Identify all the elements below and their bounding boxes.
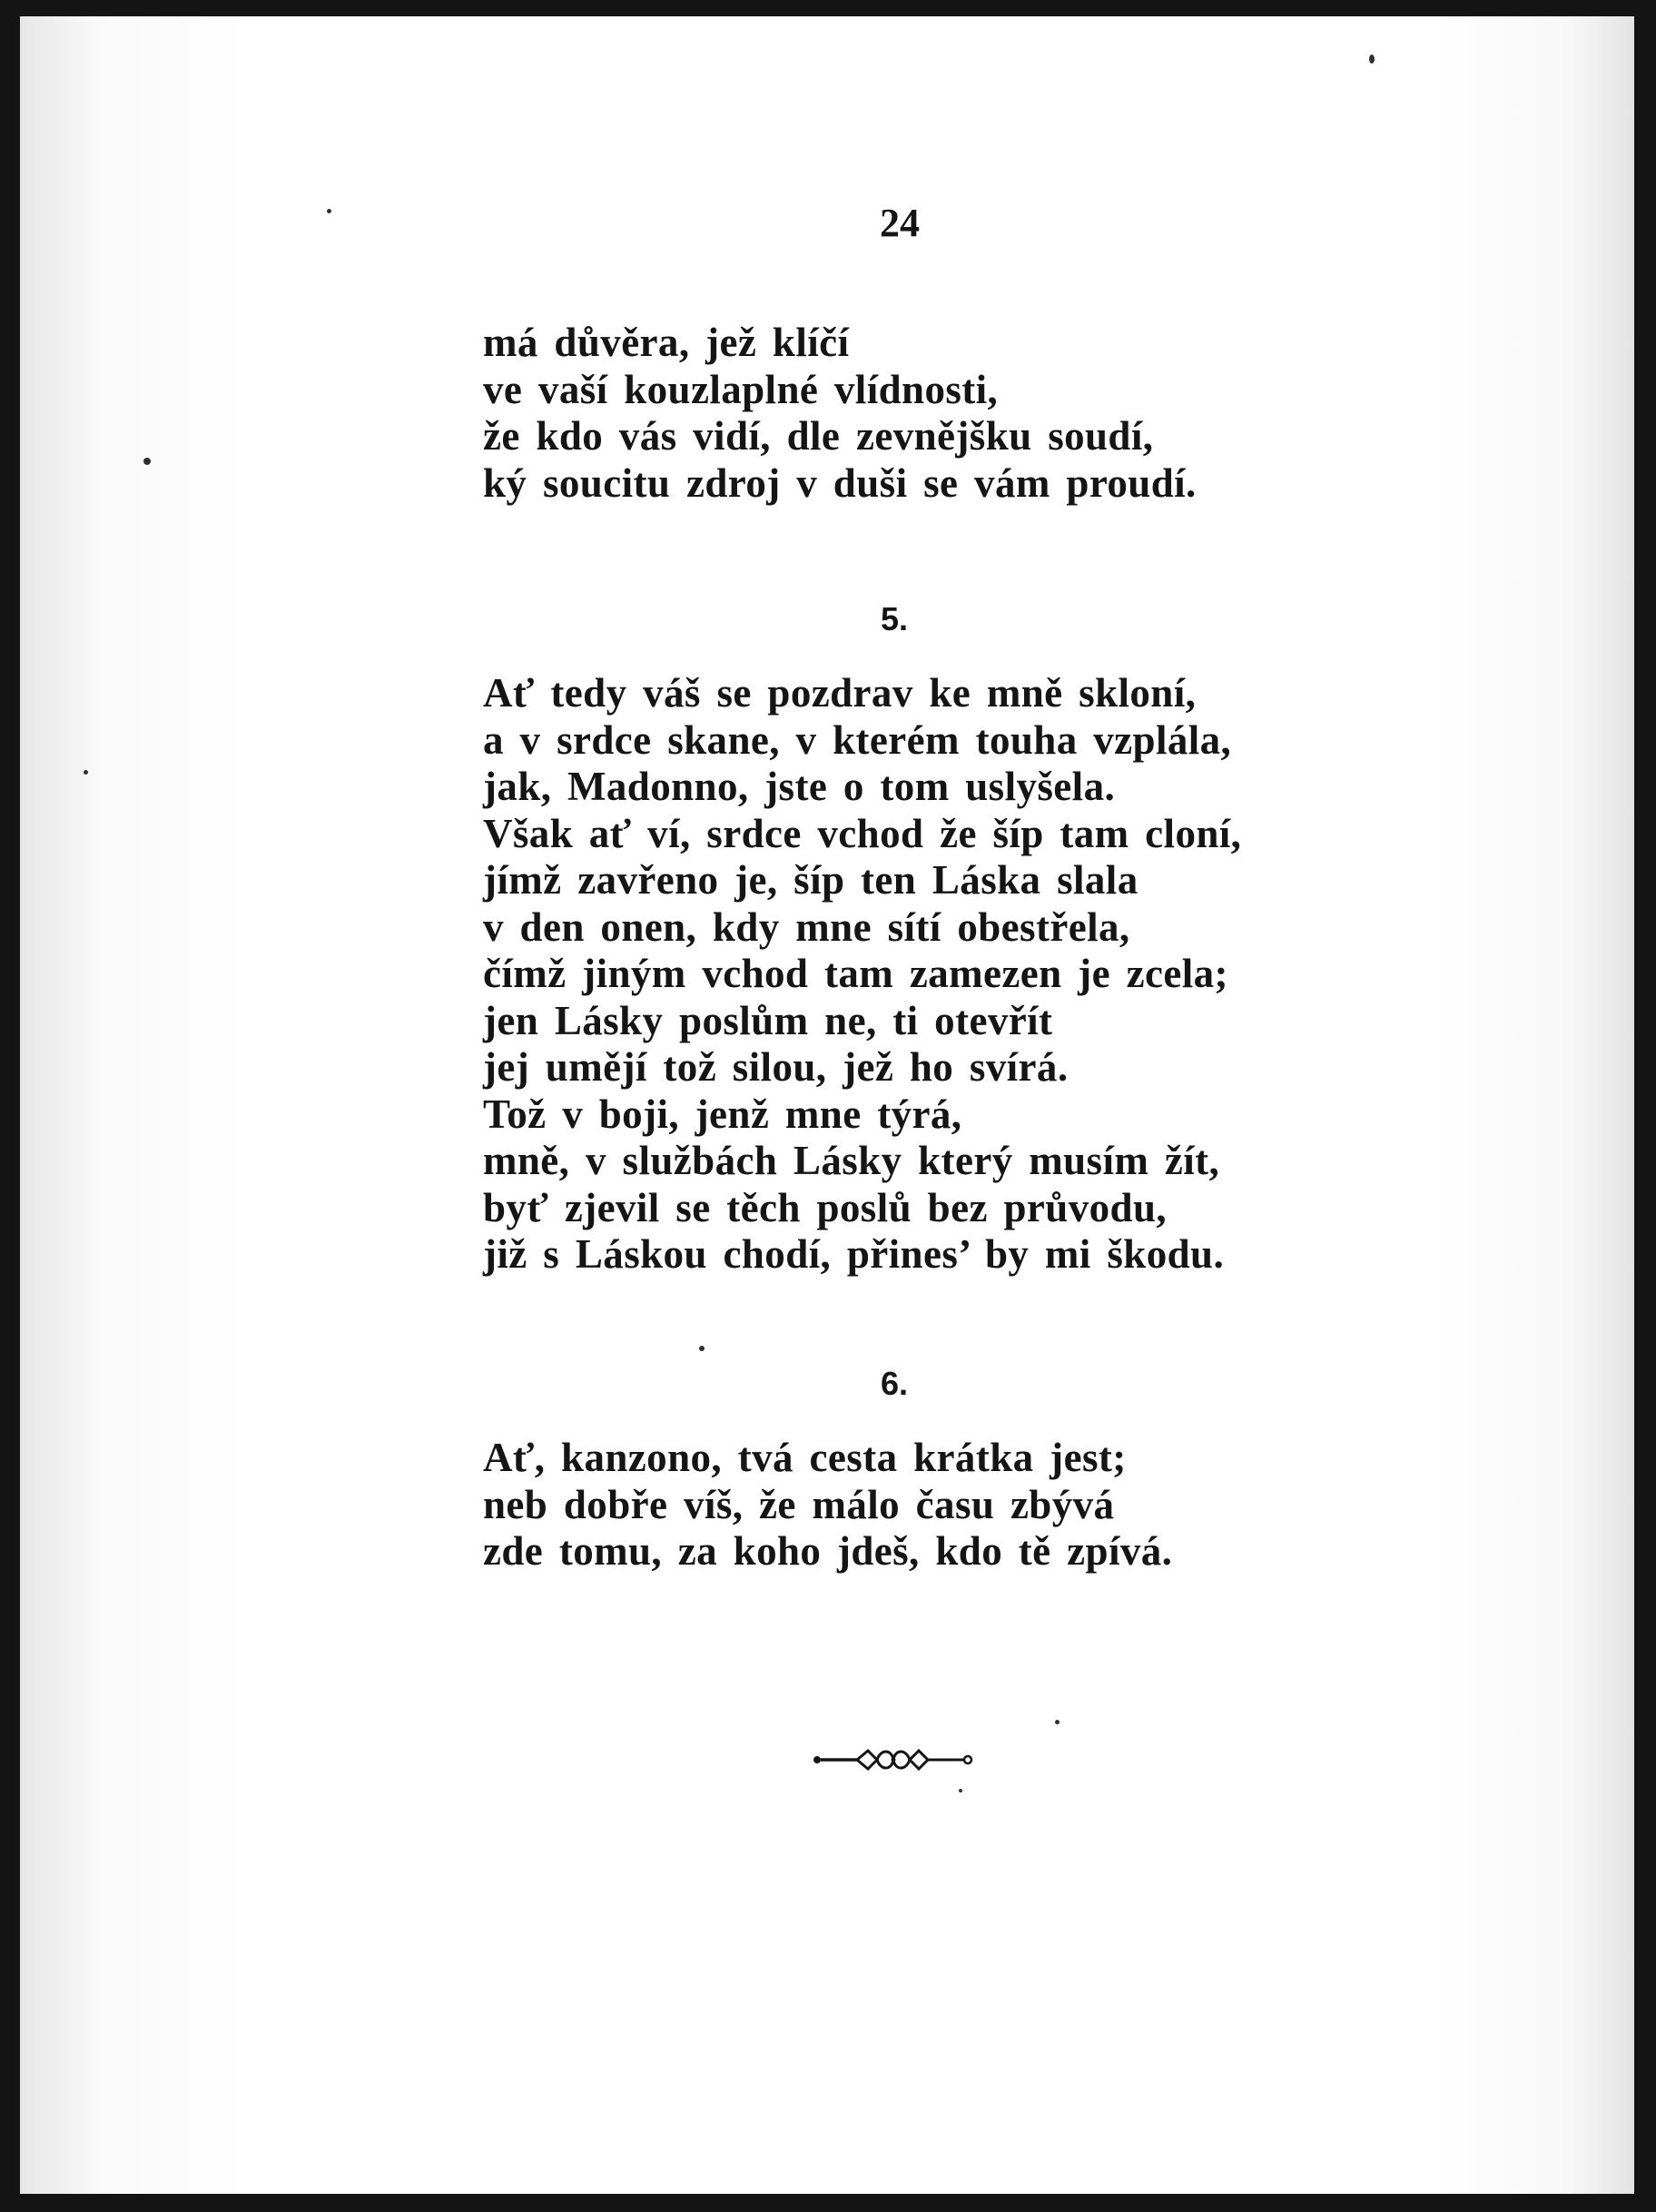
stanza-number-6: 6.: [880, 1365, 909, 1402]
verse-line: v den onen, kdy mne sítí obestřela,: [483, 904, 1130, 950]
stanza-continued: [483, 320, 1197, 507]
verse-line: jen Lásky poslům ne, ti otevřít: [483, 997, 1053, 1043]
verse-line: Tož v boji, jenž mne týrá,: [483, 1091, 962, 1137]
page-number: 24: [880, 201, 920, 245]
verse-line: jak, Madonno, jste o tom uslyšela.: [483, 764, 1116, 809]
book-page: [20, 16, 1634, 2194]
verse-line: byť zjevil se těch poslů bez průvodu,: [483, 1184, 1168, 1230]
stanza-6: [483, 1435, 1172, 1575]
verse-line: jímž zavřeno je, šíp ten Láska slala: [483, 857, 1138, 903]
scan-speck: [1369, 54, 1375, 64]
scan-speck: [84, 770, 88, 775]
verse-line: neb dobře víš, že málo času zbývá: [483, 1481, 1115, 1527]
verse-line: a v srdce skane, v kterém touha vzplála,: [483, 716, 1232, 763]
vine-scroll-ornament-icon: [812, 1742, 975, 1778]
scan-speck: [327, 209, 331, 213]
stanza-number-5: 5.: [880, 600, 909, 637]
verse-line: Ať tedy váš se pozdrav ke mně skloní,: [483, 670, 1197, 716]
verse-line: mně, v službách Lásky který musím žít,: [483, 1138, 1220, 1183]
stanza-5: [483, 670, 1241, 1279]
verse-line: ký soucitu zdroj v duši se vám proudí.: [483, 459, 1197, 506]
verse-line: že kdo vás vidí, dle zevnějšku soudí,: [483, 413, 1154, 459]
scan-speck: [959, 1789, 962, 1792]
verse-line: jej umějí tož silou, jež ho svírá.: [483, 1044, 1069, 1090]
scan-speck: [699, 1346, 705, 1351]
verse-line: ve vaší kouzlaplné vlídnosti,: [483, 366, 999, 412]
verse-line: Ať, kanzono, tvá cesta krátka jest;: [483, 1435, 1127, 1480]
verse-line: má důvěra, jež klíčí: [483, 320, 850, 365]
scan-speck: [143, 458, 151, 465]
verse-line: čímž jiným vchod tam zamezen je zcela;: [483, 951, 1228, 996]
scan-speck: [1055, 1720, 1060, 1724]
verse-line: zde tomu, za koho jdeš, kdo tě zpívá.: [483, 1528, 1173, 1574]
verse-line: Však ať ví, srdce vchod že šíp tam cloní,: [483, 810, 1242, 856]
verse-line: již s Láskou chodí, přines’ by mi škodu.: [483, 1231, 1225, 1277]
